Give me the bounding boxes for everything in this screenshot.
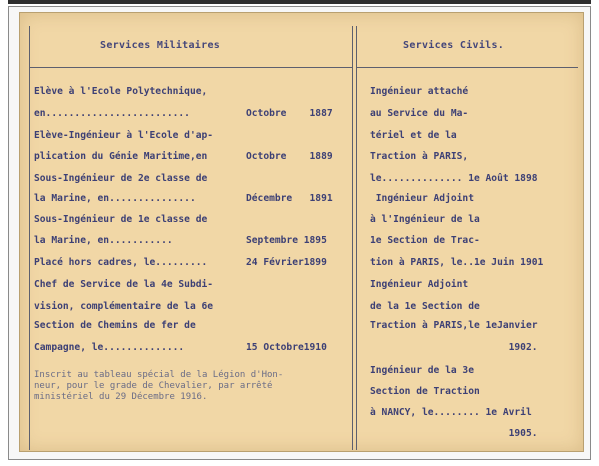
left-border-line	[29, 26, 30, 450]
civil-entry-line: tériel et de la	[370, 130, 457, 141]
military-entry-date: Septembre 1895	[246, 235, 327, 246]
military-entry-text: Chef de Service de la 4e Subdi-	[34, 279, 214, 290]
top-edge-bar	[8, 0, 591, 4]
civil-entry-line: au Service du Ma-	[370, 108, 469, 119]
civil-entry-line: 1902.	[370, 342, 538, 353]
civil-entry-line: 1e Section de Trac-	[370, 235, 480, 246]
military-entry-text: en.........................	[34, 108, 190, 119]
header-rule-left	[29, 67, 353, 68]
civil-entry-line: Ingénieur attaché	[370, 86, 469, 97]
military-entry-date: Décembre 1891	[246, 193, 333, 204]
civil-entry-line: Ingénieur Adjoint	[370, 279, 469, 290]
civil-entry-line: Traction à PARIS,le 1eJanvier	[370, 320, 538, 331]
military-entry-date: Octobre 1887	[246, 108, 333, 119]
civil-entry-line: à NANCY, le........ 1e Avril	[370, 407, 532, 418]
header-rule-right	[356, 67, 578, 68]
military-entry-text: vision, complémentaire de la 6e	[34, 301, 214, 312]
military-entry-text: Campagne, le..............	[34, 342, 185, 353]
military-entry-date: 15 Octobre1910	[246, 342, 327, 353]
legion-honour-note: Inscrit au tableau spécial de la Légion d'Hon- neur, pour le grade de Chevalier, par arrêté ministériel du 29 Décembre 1916.	[34, 370, 284, 402]
military-entry-text: Elève-Ingénieur à l'Ecole d'ap-	[34, 130, 214, 141]
record-card	[19, 12, 584, 452]
civil-entry-line: Section de Traction	[370, 386, 480, 397]
civil-entry-line: tion à PARIS, le..1e Juin 1901	[370, 257, 544, 268]
civil-entry-line: le.............. 1e Août 1898	[370, 173, 538, 184]
civil-entry-line: 1905.	[370, 428, 538, 439]
civil-entry-line: Ingénieur Adjoint	[370, 193, 474, 204]
military-entry-text: Placé hors cadres, le.........	[34, 257, 208, 268]
column-divider	[352, 26, 353, 450]
column-divider-inner	[356, 26, 357, 450]
military-entry-text: Sous-Ingénieur de 1e classe de	[34, 214, 208, 225]
military-entry-text: la Marine, en...............	[34, 193, 196, 204]
civil-services-header: Services Civils.	[403, 40, 505, 51]
military-entry-text: la Marine, en...........	[34, 235, 173, 246]
civil-entry-line: de la 1e Section de	[370, 301, 480, 312]
military-entry-text: Sous-Ingénieur de 2e classe de	[34, 173, 208, 184]
military-entry-text: Section de Chemins de fer de	[34, 320, 196, 331]
military-entry-date: 24 Février1899	[246, 257, 327, 268]
military-services-header: Services Militaires	[100, 40, 221, 51]
military-entry-text: plication du Génie Maritime,en	[34, 151, 208, 162]
civil-entry-line: Ingénieur de la 3e	[370, 365, 474, 376]
military-entry-date: Octobre 1889	[246, 151, 333, 162]
civil-entry-line: à l'Ingénieur de la	[370, 214, 480, 225]
civil-entry-line: Traction à PARIS,	[370, 151, 469, 162]
military-entry-text: Elève à l'Ecole Polytechnique,	[34, 86, 208, 97]
